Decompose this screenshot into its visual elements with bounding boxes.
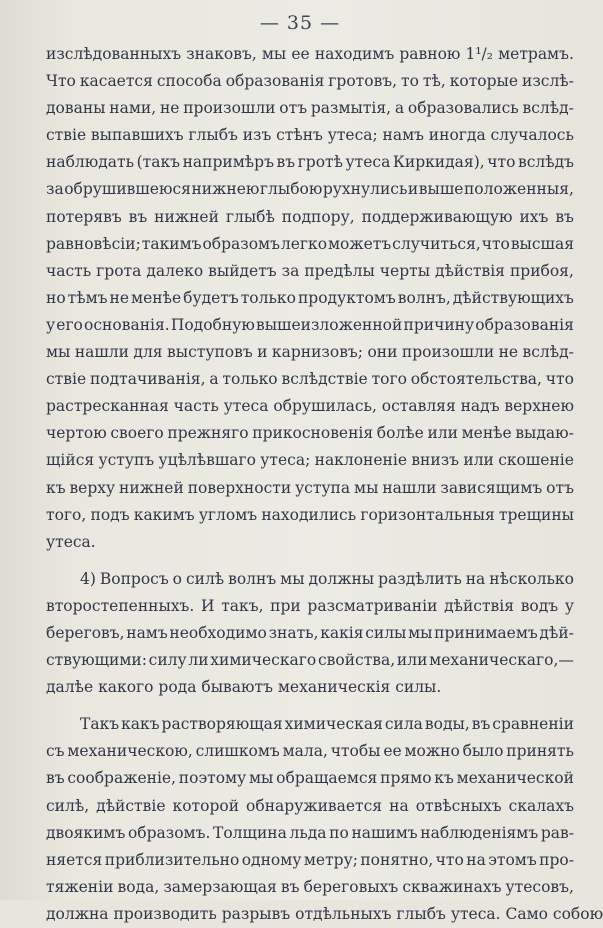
text-line: потерявъ въ нижней глыбѣ подпору, поддерживающую ихъ въ (46, 207, 574, 226)
body-text (46, 41, 603, 928)
text-line: няется приблизительно одному метру; понятно, что на этомъ про- (46, 850, 574, 869)
text-line: равновѣсіи; такимъ образомъ легко можетъ случиться, что высшая (46, 234, 574, 253)
text-line: Что касается способа образованія гротовъ, то тѣ, которые изслѣ- (46, 72, 574, 91)
text-line: мы нашли для выступовъ и карнизовъ; они произошли не вслѣд- (46, 343, 574, 362)
text-line: утеса. (46, 532, 96, 551)
text-line: но тѣмъ не менѣе будетъ только продуктомъ волнъ, дѣйствующихъ (46, 288, 574, 307)
text-line: далѣе какого рода бываютъ механическія силы. (46, 678, 442, 697)
text-line: въ соображеніе, поэтому мы обращаемся прямо къ механической (46, 769, 574, 788)
paragraph (46, 41, 574, 556)
text-line: за обрушившеюся нижнею глыбою рухнулись и выше положенныя, (46, 180, 574, 199)
paragraph (46, 711, 603, 928)
paragraph-gap (46, 701, 574, 711)
text-line: береговъ, намъ необходимо знать, какія силы мы принимаемъ дѣй- (46, 623, 574, 642)
text-line: Такъ какъ растворяющая химическая сила воды, въ сравненіи (80, 715, 574, 734)
text-line: къ верху нижней поверхности уступа мы нашли зависящимъ отъ (46, 478, 574, 497)
text-line: силѣ, дѣйствіе которой обнаруживается на отвѣсныхъ скалахъ (46, 796, 574, 815)
page-number: — 35 — (259, 12, 341, 34)
paragraph-gap (46, 556, 574, 566)
text-line: двоякимъ образомъ. Толщина льда по нашимъ наблюденіямъ рав- (46, 823, 574, 842)
text-line: у его основанія. Подобную вышеизложенной причину образованія (46, 315, 574, 334)
text-line: наблюдать (такъ напримѣръ въ гротѣ утеса Киркидая), что вслѣдъ (46, 153, 574, 172)
text-line: ствующими: силу ли химическаго свойства, или механическаго,— (46, 651, 574, 670)
text-line: второстепенныхъ. И такъ, при разсматриваніи дѣйствія водъ у (46, 596, 574, 615)
text-line: должна производить разрывъ отдѣльныхъ глыбъ утеса. Само собою (46, 904, 603, 923)
text-line: изслѣдованныхъ знаковъ, мы ее находимъ равною 1¹/₂ метрамъ. (46, 45, 574, 63)
text-line: часть грота далеко выйдетъ за предѣлы черты дѣйствія прибоя, (46, 261, 574, 280)
text-line: щійся уступъ уцѣлѣвшаго утеса; наклоненіе внизъ или скошеніе (46, 451, 574, 470)
text-line: дованы нами, не произошли отъ размытія, а образовались вслѣд- (46, 99, 574, 118)
text-line: ствіе выпавшихъ глыбъ изъ стѣнъ утеса; намъ иногда случалось (46, 126, 574, 145)
text-line: растресканная часть утеса обрушилась, оставляя надъ верхнею (46, 397, 574, 416)
text-line: съ механическою, слишкомъ мала, чтобы ее можно было принять (46, 742, 574, 761)
text-line: чертою своего прежняго прикосновенія болѣе или менѣе выдаю- (46, 424, 574, 443)
text-line: тяженіи вода, замерзающая въ береговыхъ скважинахъ утесовъ, (46, 877, 574, 896)
text-line: 4) Вопросъ о силѣ волнъ мы должны раздѣлить на нѣсколько (80, 569, 574, 588)
text-line: того, подъ какимъ угломъ находились горизонтальныя трещины (46, 505, 574, 524)
paragraph (46, 566, 574, 701)
text-line: ствіе подтачиванія, а только вслѣдствіе того обстоятельства, что (46, 370, 574, 389)
